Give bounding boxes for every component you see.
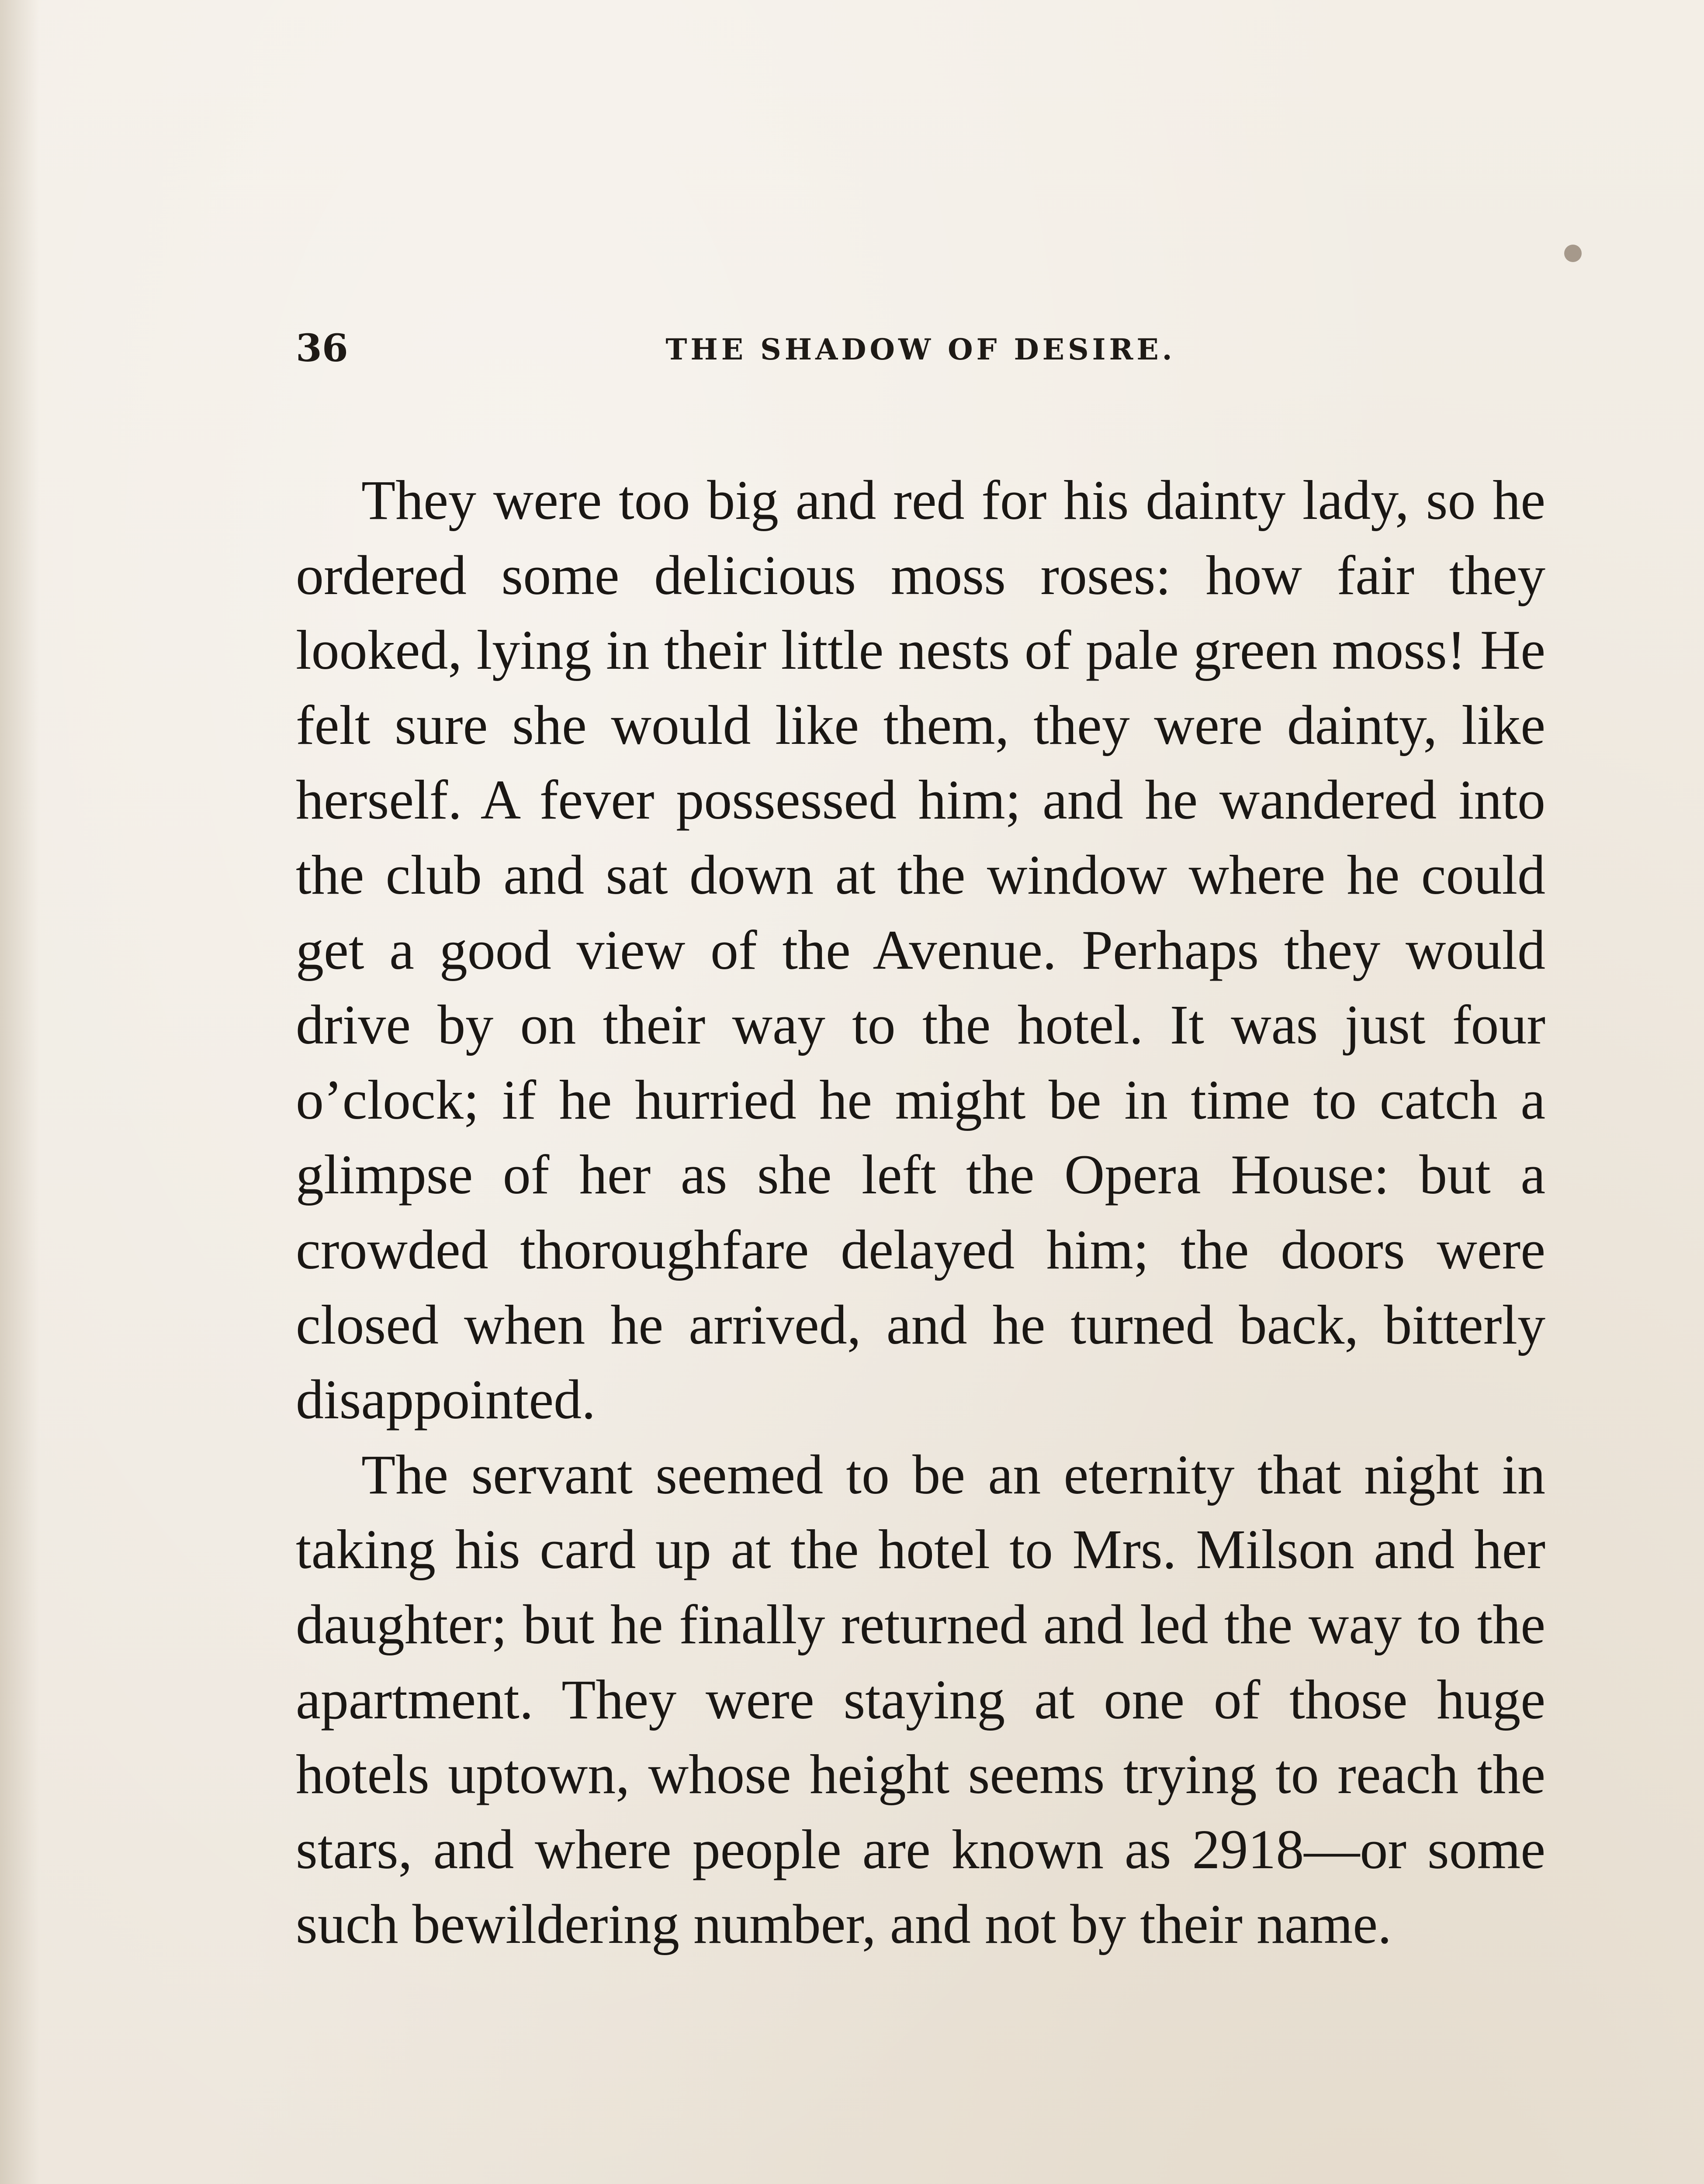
paragraph: They were too big and red for his dainty lady, so he ordered some delicious moss roses: how fair they looked, lying in their little nests of pale green moss! He felt sure she would like them, they were dainty, like herself. A fever possessed him; and he wandered into the club and sat down at the window where he could get a good view of the Avenue. Perhaps they would drive by on their way to the hotel. It was just four o’clock; if he hurried he might be in time to catch a glimpse of her as she left the Opera House: but a crowded thoroughfare delayed him; the doors were closed when he arrived, and he turned back, bitterly disappointed. [296, 469, 1545, 1431]
running-title: THE SHADOW OF DESIRE. [665, 332, 1176, 366]
page-edge-shadow [0, 0, 39, 2184]
body-text [296, 463, 1545, 1962]
paper-stain [1564, 245, 1582, 262]
page-number: 36 [296, 326, 348, 370]
paragraph: The servant seemed to be an eternity that night in taking his card up at the hotel to Mrs. Milson and her daughter; but he finally returned and led the way to the apartment. They were staying at one of those huge hotels uptown, whose height seems trying to reach the stars, and where people are known as 2918—or some such bewildering number, and not by their name. [296, 1443, 1545, 1956]
running-head [296, 322, 1545, 375]
